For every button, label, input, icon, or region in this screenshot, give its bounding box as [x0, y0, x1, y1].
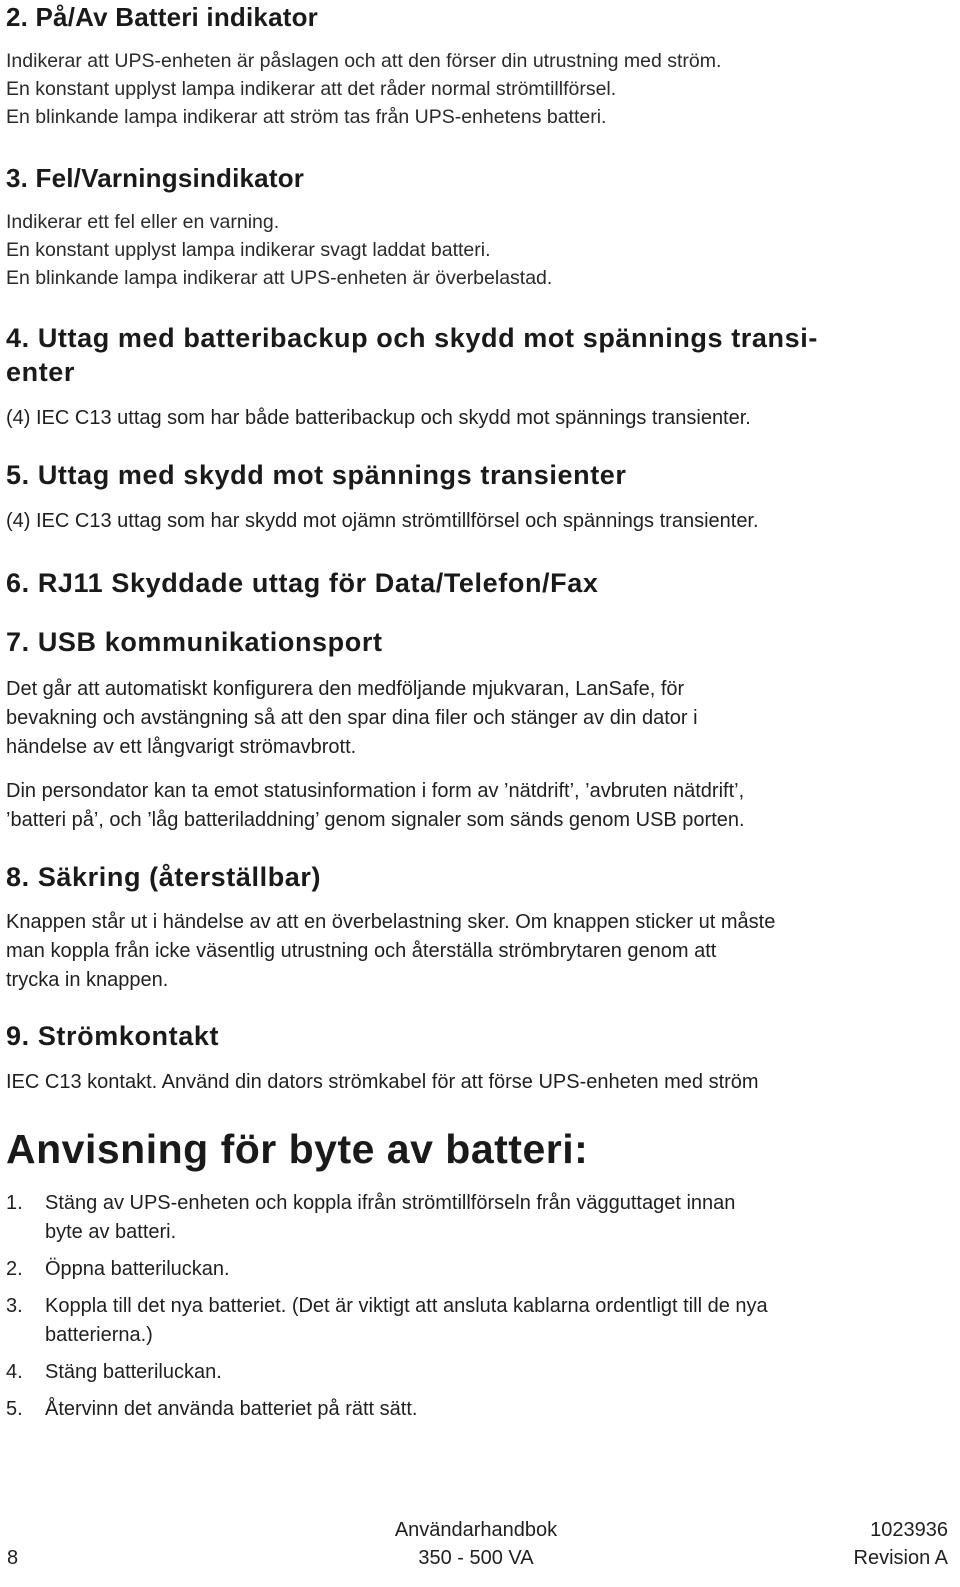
section-rj11	[6, 566, 598, 600]
battery-replacement	[6, 1125, 588, 1173]
list-item	[6, 1292, 950, 1350]
section-surge-outlets	[6, 458, 627, 492]
section-text	[6, 777, 745, 835]
section-fault-indicator	[6, 161, 304, 195]
text-line: (4) IEC C13 uttag som har skydd mot ojämn strömtillförsel och spännings transienter.	[6, 510, 759, 532]
section-usb-port	[6, 625, 383, 659]
step-text: Stäng batteriluckan.	[45, 1361, 222, 1383]
list-item	[6, 1395, 950, 1424]
step-number: 4.	[6, 1361, 23, 1383]
section-title: 7. USB kommunikationsport	[6, 627, 383, 657]
list-item	[6, 1189, 950, 1247]
text-line: trycka in knappen.	[6, 969, 169, 991]
text-line: Knappen står ut i händelse av att en överbelastning sker. Om knappen sticker ut måste	[6, 911, 776, 933]
step-text-continued: batterierna.)	[45, 1324, 153, 1346]
text-line: IEC C13 kontakt. Använd din dators strömkabel för att förse UPS-enheten med ström	[6, 1071, 759, 1093]
section-title: 9. Strömkontakt	[6, 1021, 220, 1051]
section-text	[6, 1068, 759, 1097]
section-power-inlet	[6, 1019, 219, 1053]
text-line: (4) IEC C13 uttag som har både batteribackup och skydd mot spännings transienter.	[6, 407, 751, 429]
list-item	[6, 1358, 950, 1387]
footer-right	[854, 1516, 949, 1572]
section-text	[6, 208, 552, 292]
section-fuse	[6, 860, 321, 894]
text-line: ’batteri på’, och ’låg batteriladdning’ genom signaler som sänds genom USB porten.	[6, 809, 745, 831]
text-line: Indikerar ett fel eller en varning.	[6, 211, 280, 233]
text-line: Indikerar att UPS-enheten är påslagen och att den förser din utrustning med ström.	[6, 50, 722, 72]
text-line: En blinkande lampa indikerar att ström tas från UPS-enhetens batteri.	[6, 106, 607, 128]
section-title: 3. Fel/Varningsindikator	[6, 163, 305, 193]
text-line: händelse av ett långvarigt strömavbrott.	[6, 736, 357, 758]
step-text: Återvinn det använda batteriet på rätt sätt.	[45, 1398, 418, 1420]
step-text: Stäng av UPS-enheten och koppla ifrån strömtillförseln från vägguttaget innan	[45, 1192, 736, 1214]
step-number: 2.	[6, 1258, 23, 1280]
battery-replacement-title: Anvisning för byte av batteri:	[6, 1126, 589, 1172]
step-number: 1.	[6, 1192, 23, 1214]
step-number: 5.	[6, 1398, 23, 1420]
footer-model-range: 350 - 500 VA	[418, 1547, 534, 1569]
text-line: En blinkande lampa indikerar att UPS-enheten är överbelastad.	[6, 267, 553, 289]
section-title: 5. Uttag med skydd mot spännings transienter	[6, 460, 627, 490]
text-line: Det går att automatiskt konfigurera den medföljande mjukvaran, LanSafe, för	[6, 678, 685, 700]
page-number: 8	[7, 1547, 19, 1569]
section-title-continued: enter	[6, 357, 76, 387]
text-line: Din persondator kan ta emot statusinformation i form av ’nätdrift’, ’avbruten nätdrift’,	[6, 780, 745, 802]
step-text: Öppna batteriluckan.	[45, 1258, 230, 1280]
footer-revision: Revision A	[853, 1547, 948, 1569]
page-footer	[0, 1514, 960, 1587]
section-text	[6, 47, 721, 131]
section-title: 8. Säkring (återställbar)	[6, 862, 322, 892]
section-title: 4. Uttag med batteribackup och skydd mot spännings transi-	[6, 323, 818, 353]
section-text	[6, 908, 775, 995]
section-text	[6, 507, 759, 536]
footer-doc-number: 1023936	[870, 1519, 948, 1541]
step-text: Koppla till det nya batteriet. (Det är viktigt att ansluta kablarna ordentligt till de nya	[45, 1295, 768, 1317]
section-battery-backup-outlets	[6, 321, 818, 389]
section-battery-indicator	[6, 0, 318, 34]
section-title: 2. På/Av Batteri indikator	[6, 2, 318, 32]
text-line: En konstant upplyst lampa indikerar svagt laddat batteri.	[6, 239, 491, 261]
step-text-continued: byte av batteri.	[45, 1221, 177, 1243]
battery-steps-list	[6, 1189, 950, 1424]
text-line: man koppla från icke väsentlig utrustning och återställa strömbrytaren genom att	[6, 940, 717, 962]
section-text	[6, 404, 751, 433]
text-line: bevakning och avstängning så att den spar dina filer och stänger av din dator i	[6, 707, 698, 729]
footer-doc-title: Användarhandbok	[394, 1519, 558, 1541]
section-title: 6. RJ11 Skyddade uttag för Data/Telefon/Fax	[6, 568, 599, 598]
section-text	[6, 675, 698, 762]
footer-center	[376, 1516, 576, 1572]
list-item	[6, 1255, 950, 1284]
text-line: En konstant upplyst lampa indikerar att det råder normal strömtillförsel.	[6, 78, 617, 100]
step-number: 3.	[6, 1295, 23, 1317]
